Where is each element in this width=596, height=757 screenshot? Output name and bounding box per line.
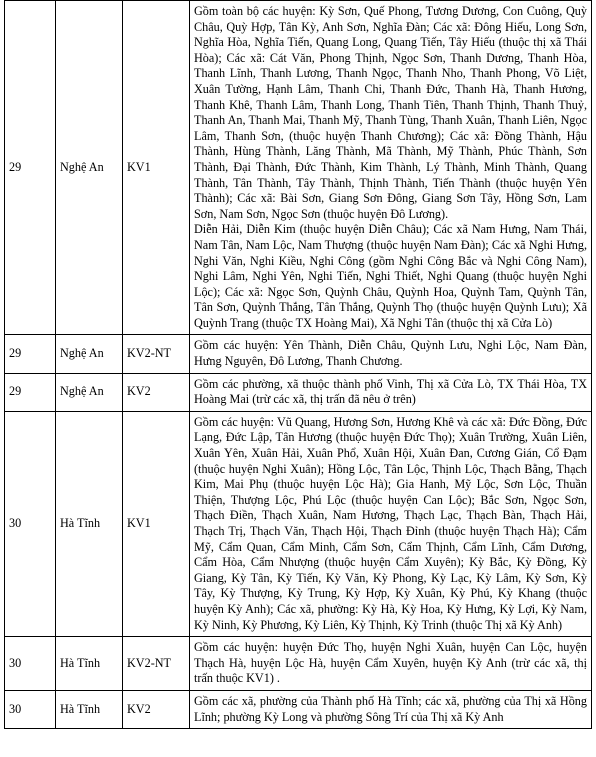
area-description-cell	[190, 335, 592, 373]
table-row	[5, 411, 592, 636]
table-row	[5, 373, 592, 411]
description-paragraph: Gồm các huyện: huyện Đức Thọ, huyện Nghi Xuân, huyện Can Lộc, huyện Thạch Hà, huyện Lộc Hà, huyện Cẩm Xuyên, huyện Kỳ Anh (trừ các xã, thị trấn thuộc KV1) .	[194, 640, 587, 686]
row-number-cell: 29	[5, 335, 56, 373]
row-number-cell: 29	[5, 1, 56, 335]
area-description-cell	[190, 637, 592, 691]
area-description-cell	[190, 411, 592, 636]
description-paragraph: Gồm các huyện: Yên Thành, Diễn Châu, Quỳnh Lưu, Nghi Lộc, Nam Đàn, Hưng Nguyên, Đô Lương, Thanh Chương.	[194, 338, 587, 369]
province-cell: Hà Tĩnh	[56, 411, 123, 636]
description-paragraph: Gồm toàn bộ các huyện: Kỳ Sơn, Quế Phong, Tương Dương, Con Cuông, Quỳ Châu, Quỳ Hợp, Tân Kỳ, Anh Sơn, Nghĩa Đàn; Các xã: Đông Hiếu, Long Sơn, Nghĩa Hòa, Nghĩa Tiến, Quang Long, Quang Tiến, Tây Hiếu (thuộc thị xã Thái Hòa); Các xã: Cát Văn, Phong Thịnh, Ngọc Sơn, Thanh Dương, Thanh Hòa, Thanh Lĩnh, Thanh Lương, Thanh Ngọc, Thanh Nho, Thanh Phong, Võ Liệt, Xuân Tường, Hạnh Lâm, Thanh Chi, Thanh Đức, Thanh Hà, Thanh Hương, Thanh Khê, Thanh Lâm, Thanh Long, Thanh Tiên, Thanh Thịnh, Thanh Thuỷ, Thanh An, Thanh Mai, Thanh Mỹ, Thanh Tùng, Thanh Xuân, Thanh Liên, Ngọc Lâm, Thanh Sơn, (thuộc huyện Thanh Chương); Các xã: Đồng Thành, Hậu Thành, Hùng Thành, Lăng Thành, Mã Thành, Mỹ Thành, Phúc Thành, Sơn Thành, Đại Thành, Đức Thành, Kim Thành, Lý Thành, Minh Thành, Quang Thành, Tân Thành, Tây Thành, Thịnh Thành, Tiến Thành (thuộc huyện Yên Thành); Các xã: Bài Sơn, Giang Sơn Đông, Giang Sơn Tây, Hồng Sơn, Lam Sơn, Nam Sơn, Ngọc Sơn (thuộc huyện Đô Lương).	[194, 4, 587, 221]
document-page	[4, 0, 592, 729]
description-paragraph: Gồm các xã, phường của Thành phố Hà Tĩnh; các xã, phường của Thị xã Hồng Lĩnh; phường Kỳ Long và phường Sông Trí của Thị xã Kỳ Anh	[194, 693, 587, 724]
province-cell: Hà Tĩnh	[56, 637, 123, 691]
area-code-cell: KV2	[123, 373, 190, 411]
row-number-cell: 30	[5, 637, 56, 691]
area-code-cell: KV2-NT	[123, 637, 190, 691]
area-code-cell: KV2-NT	[123, 335, 190, 373]
priority-area-table	[4, 0, 592, 729]
province-cell: Nghệ An	[56, 373, 123, 411]
description-paragraph: Diễn Hải, Diễn Kim (thuộc huyện Diễn Châu); Các xã Nam Hưng, Nam Thái, Nam Tân, Nam Lộc, Nam Thượng (thuộc huyện Nam Đàn); Các xã Nghi Hưng, Nghi Văn, Nghi Kiều, Nghi Công (gồm Nghi Công Bắc và Nghi Công Nam), Nghi Lâm, Nghi Yên, Nghi Tiến, Nghi Thiết, Nghi Quang (thuộc huyện Nghi Lộc); Các xã: Ngọc Sơn, Quỳnh Châu, Quỳnh Hoa, Quỳnh Tam, Quỳnh Tân, Tân Sơn, Quỳnh Thắng, Tân Thắng, Quỳnh Thọ (thuộc huyện Quỳnh Lưu); Xã Quỳnh Trang (thuộc TX Hoàng Mai), Xã Nghi Tân (thuộc thị xã Cửa Lò)	[194, 222, 587, 330]
area-description-cell	[190, 690, 592, 728]
province-cell: Nghệ An	[56, 1, 123, 335]
table-row	[5, 637, 592, 691]
row-number-cell: 29	[5, 373, 56, 411]
area-description-cell	[190, 1, 592, 335]
row-number-cell: 30	[5, 690, 56, 728]
table-body	[5, 1, 592, 729]
description-paragraph: Gồm các huyện: Vũ Quang, Hương Sơn, Hương Khê và các xã: Đức Đồng, Đức Lạng, Đức Lập, Tân Hương (thuộc huyện Đức Thọ); Xuân Trường, Xuân Liên, Xuân Yên, Xuân Hải, Xuân Phổ, Xuân Hội, Xuân Đan, Cương Gián, Cổ Đạm (thuộc huyện Nghi Xuân); Hồng Lộc, Tân Lộc, Thịnh Lộc, Thạch Bằng, Thạch Kim, Mai Phụ (thuộc huyện Lộc Hà); Gia Hanh, Mỹ Lộc, Sơn Lộc, Thuần Thiện, Thượng Lộc, Phú Lộc (thuộc huyện Can Lộc); Bắc Sơn, Ngọc Sơn, Thạch Điền, Thạch Xuân, Nam Hương, Thạch Lạc, Thạch Bàn, Thạch Hải, Thạch Trị, Thạch Văn, Thạch Hội, Thạch Đỉnh (thuộc huyện Thạch Hà); Cẩm Mỹ, Cẩm Quan, Cẩm Minh, Cẩm Sơn, Cẩm Thịnh, Cẩm Lĩnh, Cẩm Dương, Cẩm Hòa, Cẩm Nhượng (thuộc huyện Cẩm Xuyên); Kỳ Bắc, Kỳ Đồng, Kỳ Giang, Kỳ Tân, Kỳ Tiến, Kỳ Văn, Kỳ Phong, Kỳ Lạc, Kỳ Lâm, Kỳ Sơn, Kỳ Tây, Kỳ Thượng, Kỳ Trung, Kỳ Hợp, Kỳ Xuân, Kỳ Phú, Kỳ Khang (thuộc huyện Kỳ Anh); Các xã, phường: Kỳ Hà, Kỳ Hoa, Kỳ Hưng, Kỳ Lợi, Kỳ Nam, Kỳ Ninh, Kỳ Phương, Kỳ Liên, Kỳ Thịnh, Kỳ Trinh (thuộc Thị xã Kỳ Anh)	[194, 414, 587, 632]
area-code-cell: KV1	[123, 411, 190, 636]
table-row	[5, 690, 592, 728]
table-row	[5, 1, 592, 335]
area-description-cell	[190, 373, 592, 411]
province-cell: Hà Tĩnh	[56, 690, 123, 728]
row-number-cell: 30	[5, 411, 56, 636]
description-paragraph: Gồm các phường, xã thuộc thành phố Vinh, Thị xã Cửa Lò, TX Thái Hòa, TX Hoàng Mai (trừ các xã, thị trấn đã nêu ở trên)	[194, 376, 587, 407]
area-code-cell: KV2	[123, 690, 190, 728]
area-code-cell: KV1	[123, 1, 190, 335]
province-cell: Nghệ An	[56, 335, 123, 373]
table-row	[5, 335, 592, 373]
